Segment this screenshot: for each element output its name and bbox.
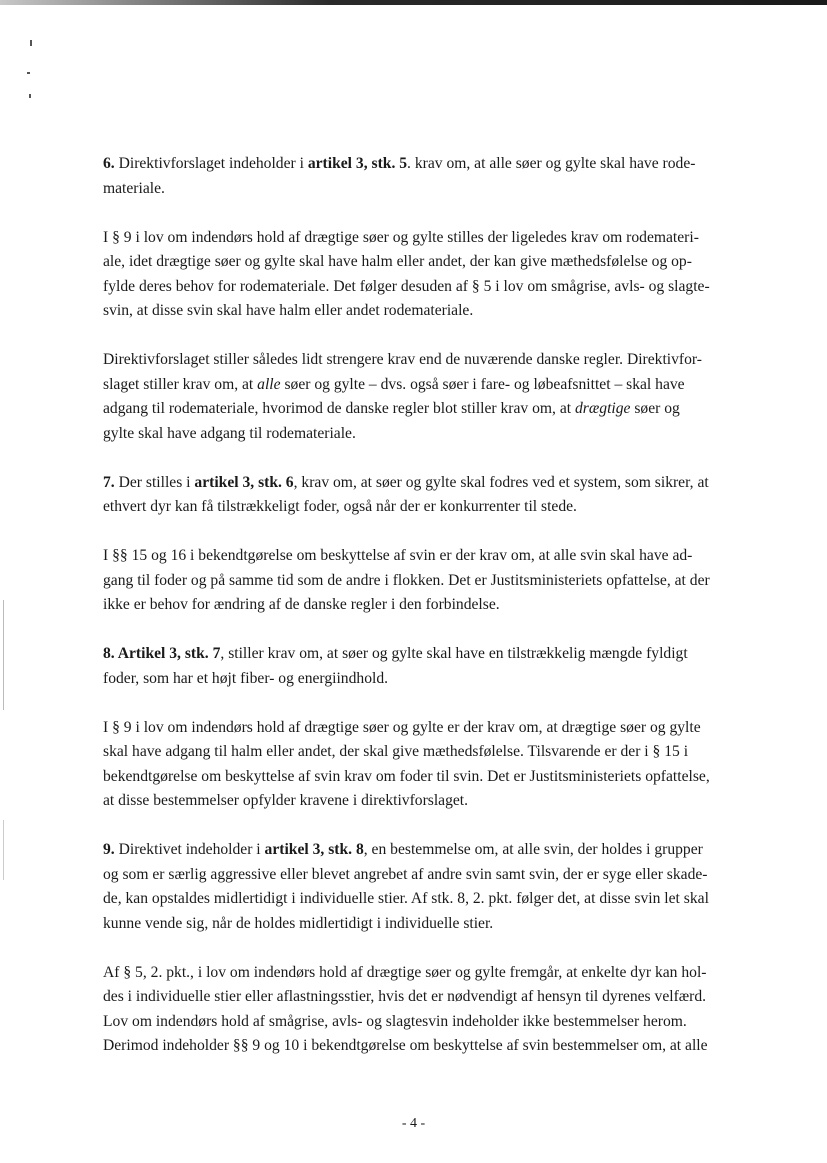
text-line <box>103 985 763 1010</box>
text-segment: foder, som har et højt fiber- og energiindhold. <box>103 669 389 687</box>
scan-mark <box>3 600 4 710</box>
text-line <box>103 422 763 447</box>
italic-text: alle <box>257 375 281 393</box>
scan-mark <box>3 820 4 880</box>
text-segment: Direktivet indeholder i <box>114 841 265 858</box>
bold-text: artikel 3, stk. 5 <box>307 155 408 172</box>
paragraph <box>103 838 763 936</box>
text-line <box>103 789 763 814</box>
text-line <box>103 887 763 912</box>
bold-text: artikel 3, stk. 6 <box>194 473 294 491</box>
text-line <box>103 765 763 790</box>
text-segment: adgang til rodemateriale, hvorimod de danske regler blot stiller krav om, at <box>103 400 575 417</box>
text-segment: , stiller krav om, at søer og gylte skal have en tilstrækkelig mængde fyldigt <box>220 645 688 662</box>
text-line <box>103 912 763 937</box>
text-line <box>103 740 763 765</box>
paragraph <box>103 642 763 691</box>
text-line <box>103 642 763 667</box>
text-line <box>103 1010 763 1035</box>
text-segment: materiale. <box>103 179 165 197</box>
text-segment: slaget stiller krav om, at <box>103 375 258 393</box>
text-line <box>103 250 763 275</box>
text-segment: I §§ 15 og 16 i bekendtgørelse om beskyttelse af svin er der krav om, at alle svin skal have ad- <box>103 547 693 564</box>
text-segment: gylte skal have adgang til rodemateriale. <box>103 424 356 442</box>
text-line <box>103 667 763 692</box>
text-segment: gang til foder og på samme tid som de andre i flokken. Det er Justitsministeriets opfattelse, at der <box>103 571 710 589</box>
text-line <box>103 544 763 569</box>
text-line <box>103 348 763 373</box>
text-line <box>103 152 763 177</box>
scan-mark <box>29 94 31 98</box>
bold-text: 9. <box>103 841 115 858</box>
text-line <box>103 863 763 888</box>
text-segment: ethvert dyr kan få tilstrækkeligt foder, også når der er konkurrenter til stede. <box>103 498 577 515</box>
italic-text: drægtige <box>575 400 631 417</box>
paragraph <box>103 961 763 1059</box>
text-line <box>103 569 763 594</box>
text-line <box>103 471 763 496</box>
text-line <box>103 299 763 324</box>
text-line <box>103 838 763 863</box>
scan-mark <box>27 72 30 74</box>
bold-text: artikel 3, stk. 8 <box>264 841 364 858</box>
text-segment: kunne vende sig, når de holdes midlertidigt i individuelle stier. <box>103 914 494 932</box>
bold-text: 6. <box>103 155 115 172</box>
scan-mark <box>30 40 32 46</box>
text-segment: svin, at disse svin skal have halm eller andet rodemateriale. <box>103 302 474 319</box>
page-number: - 4 - <box>401 1116 426 1131</box>
paragraph <box>103 544 763 618</box>
text-segment: Lov om indendørs hold af smågrise, avls- og slagtesvin indeholder ikke bestemmelser herom. <box>103 1012 687 1030</box>
text-segment: I § 9 i lov om indendørs hold af drægtige søer og gylte stilles der ligeledes krav om rodemateri- <box>103 228 699 246</box>
text-segment: ikke er behov for ændring af de danske regler i den forbindelse. <box>103 596 500 613</box>
text-segment: I § 9 i lov om indendørs hold af drægtige søer og gylte er der krav om, at drægtige søer og gylte <box>103 718 701 736</box>
text-segment: søer og <box>630 400 680 417</box>
text-segment: ale, idet drægtige søer og gylte skal have halm eller andet, der kan give mæthedsfølelse og op- <box>103 253 692 270</box>
text-segment: og som er særlig aggressive eller blevet angrebet af andre svin samt svin, der er syge eller skade- <box>103 865 708 883</box>
paragraph <box>103 226 763 324</box>
text-line <box>103 226 763 251</box>
text-segment: Af § 5, 2. pkt., i lov om indendørs hold af drægtige søer og gylte fremgår, at enkelte dyr kan hol- <box>103 963 707 981</box>
text-segment: fylde deres behov for rodemateriale. Det følger desuden af § 5 i lov om smågrise, avls- og slagte- <box>103 277 710 295</box>
text-segment: , krav om, at søer og gylte skal fodres ved et system, som sikrer, at <box>293 473 709 491</box>
paragraph <box>103 152 763 201</box>
text-segment: bekendtgørelse om beskyttelse af svin krav om foder til svin. Det er Justitsministeriets opfattelse, <box>103 767 710 785</box>
bold-text: 8. Artikel 3, stk. 7 <box>103 645 221 662</box>
text-line <box>103 373 763 398</box>
text-line <box>103 593 763 618</box>
paragraph <box>103 348 763 446</box>
text-segment: Derimod indeholder §§ 9 og 10 i bekendtgørelse om beskyttelse af svin bestemmelser om, at alle <box>103 1037 708 1054</box>
text-line <box>103 1034 763 1059</box>
text-line <box>103 397 763 422</box>
text-segment: Direktivforslaget indeholder i <box>114 155 308 172</box>
text-line <box>103 275 763 300</box>
text-segment: skal have adgang til halm eller andet, der skal give mæthedsfølelse. Tilsvarende er der i § 15 i <box>103 743 689 760</box>
text-segment: Der stilles i <box>114 473 195 491</box>
text-line <box>103 177 763 202</box>
text-line <box>103 495 763 520</box>
paragraph <box>103 716 763 814</box>
paragraph <box>103 471 763 520</box>
text-line <box>103 961 763 986</box>
text-segment: des i individuelle stier eller aflastningsstier, hvis det er nødvendigt af hensyn til dyrenes velfærd. <box>103 988 707 1005</box>
text-segment: Direktivforslaget stiller således lidt strengere krav end de nuværende danske regler. Direktivfor- <box>103 351 702 368</box>
text-segment: de, kan opstaldes midlertidigt i individuelle stier. Af stk. 8, 2. pkt. følger det, at disse svin let skal <box>103 890 709 907</box>
document-body <box>103 152 763 1083</box>
text-segment: at disse bestemmelser opfylder kravene i direktivforslaget. <box>103 792 469 809</box>
text-segment: . krav om, at alle søer og gylte skal have rode- <box>407 155 696 172</box>
text-segment: søer og gylte – dvs. også søer i fare- og løbeafsnittet – skal have <box>280 375 685 393</box>
scan-top-edge <box>0 0 827 5</box>
text-line <box>103 716 763 741</box>
bold-text: 7. <box>103 473 115 491</box>
text-segment: , en bestemmelse om, at alle svin, der holdes i grupper <box>363 841 703 858</box>
